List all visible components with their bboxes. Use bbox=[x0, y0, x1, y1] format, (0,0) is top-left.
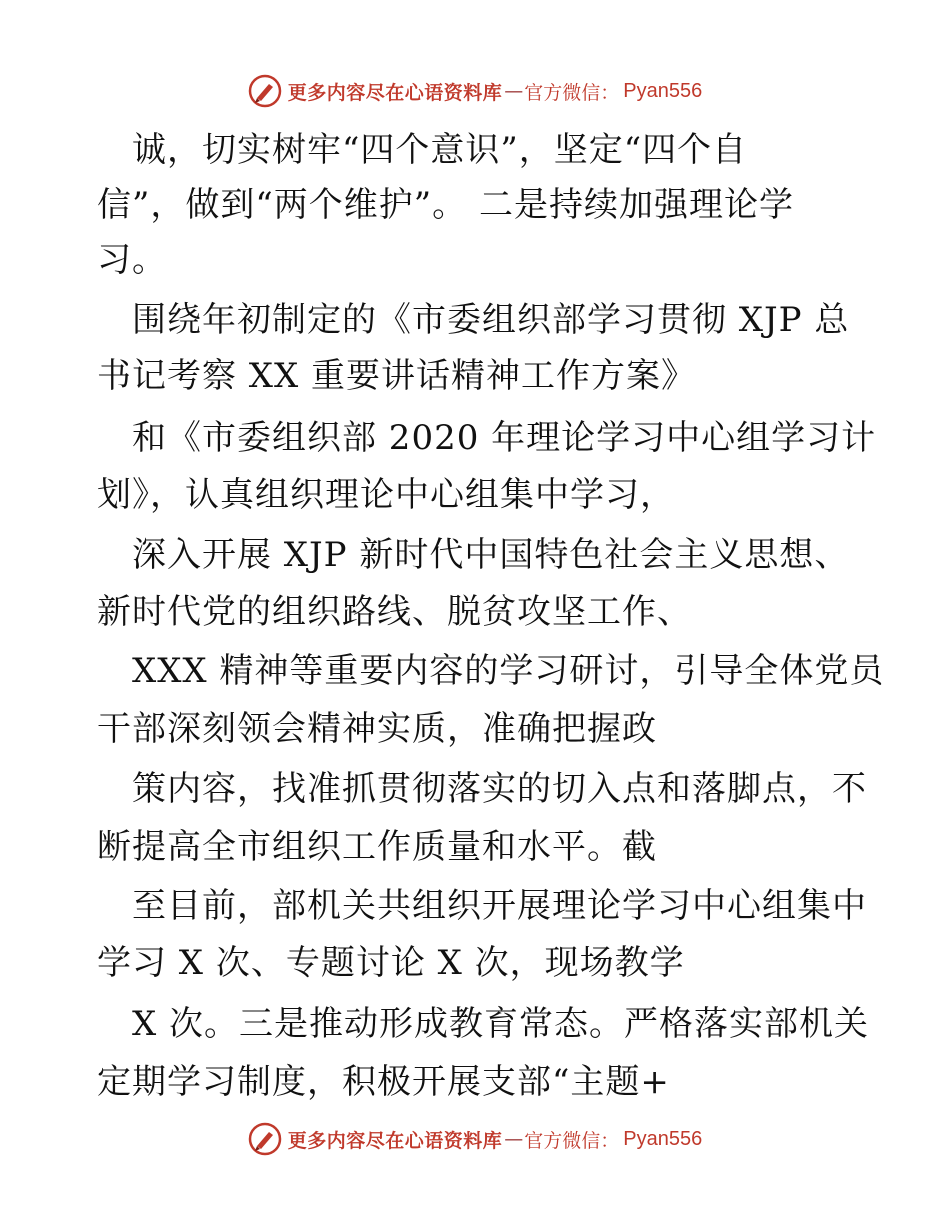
body-line-5: 书记考察 XX 重要讲话精神工作方案》 bbox=[97, 356, 697, 396]
body-line-12: 策内容，找准抓贯彻落实的切入点和落脚点，不 bbox=[132, 769, 867, 809]
header-wechat-label: 官方微信 bbox=[524, 81, 601, 104]
body-line-8: 深入开展 XJP 新时代中国特色社会主义思想、 bbox=[132, 535, 850, 575]
body-line-7: 划》，认真组织理论中心组集中学习， bbox=[97, 475, 675, 515]
header-wechat-id: Pyan556 bbox=[623, 79, 703, 102]
body-line-2: 信”，做到“两个维护”。 二是持续加强理论学 bbox=[97, 185, 794, 225]
pen-logo-icon bbox=[248, 74, 282, 108]
footer-colon: ： bbox=[600, 1129, 620, 1152]
body-line-1: 诚，切实树牢“四个意识”，坚定“四个自 bbox=[132, 130, 748, 170]
body-line-15: 学习 X 次、专题讨论 X 次，现场教学 bbox=[97, 943, 685, 983]
body-line-9: 新时代党的组织路线、脱贫攻坚工作、 bbox=[97, 592, 692, 632]
header-banner-dash: — bbox=[504, 80, 523, 102]
footer-watermark-banner bbox=[0, 1119, 950, 1159]
header-banner-text: 更多内容尽在心语资料库 bbox=[287, 81, 503, 104]
footer-banner-text: 更多内容尽在心语资料库 bbox=[287, 1129, 503, 1152]
footer-wechat-id: Pyan556 bbox=[623, 1127, 703, 1150]
body-line-4: 围绕年初制定的《市委组织部学习贯彻 XJP 总 bbox=[132, 300, 850, 340]
body-line-14: 至目前，部机关共组织开展理论学习中心组集中 bbox=[132, 886, 867, 926]
body-line-6: 和《市委组织部 2020 年理论学习中心组学习计 bbox=[132, 418, 877, 458]
body-line-17: 定期学习制度，积极开展支部“主题+ bbox=[97, 1062, 670, 1102]
body-line-10: XXX 精神等重要内容的学习研讨，引导全体党员 bbox=[132, 651, 885, 691]
header-colon: ： bbox=[600, 81, 620, 104]
body-line-13: 断提高全市组织工作质量和水平。截 bbox=[97, 827, 657, 867]
footer-wechat-label: 官方微信 bbox=[524, 1129, 601, 1152]
body-line-16: X 次。三是推动形成教育常态。严格落实部机关 bbox=[132, 1004, 870, 1044]
footer-banner-dash: — bbox=[504, 1128, 523, 1150]
header-watermark-banner bbox=[0, 71, 950, 111]
body-line-3: 习。 bbox=[97, 240, 167, 280]
body-line-11: 干部深刻领会精神实质，准确把握政 bbox=[97, 709, 657, 749]
pen-logo-icon bbox=[248, 1122, 282, 1156]
